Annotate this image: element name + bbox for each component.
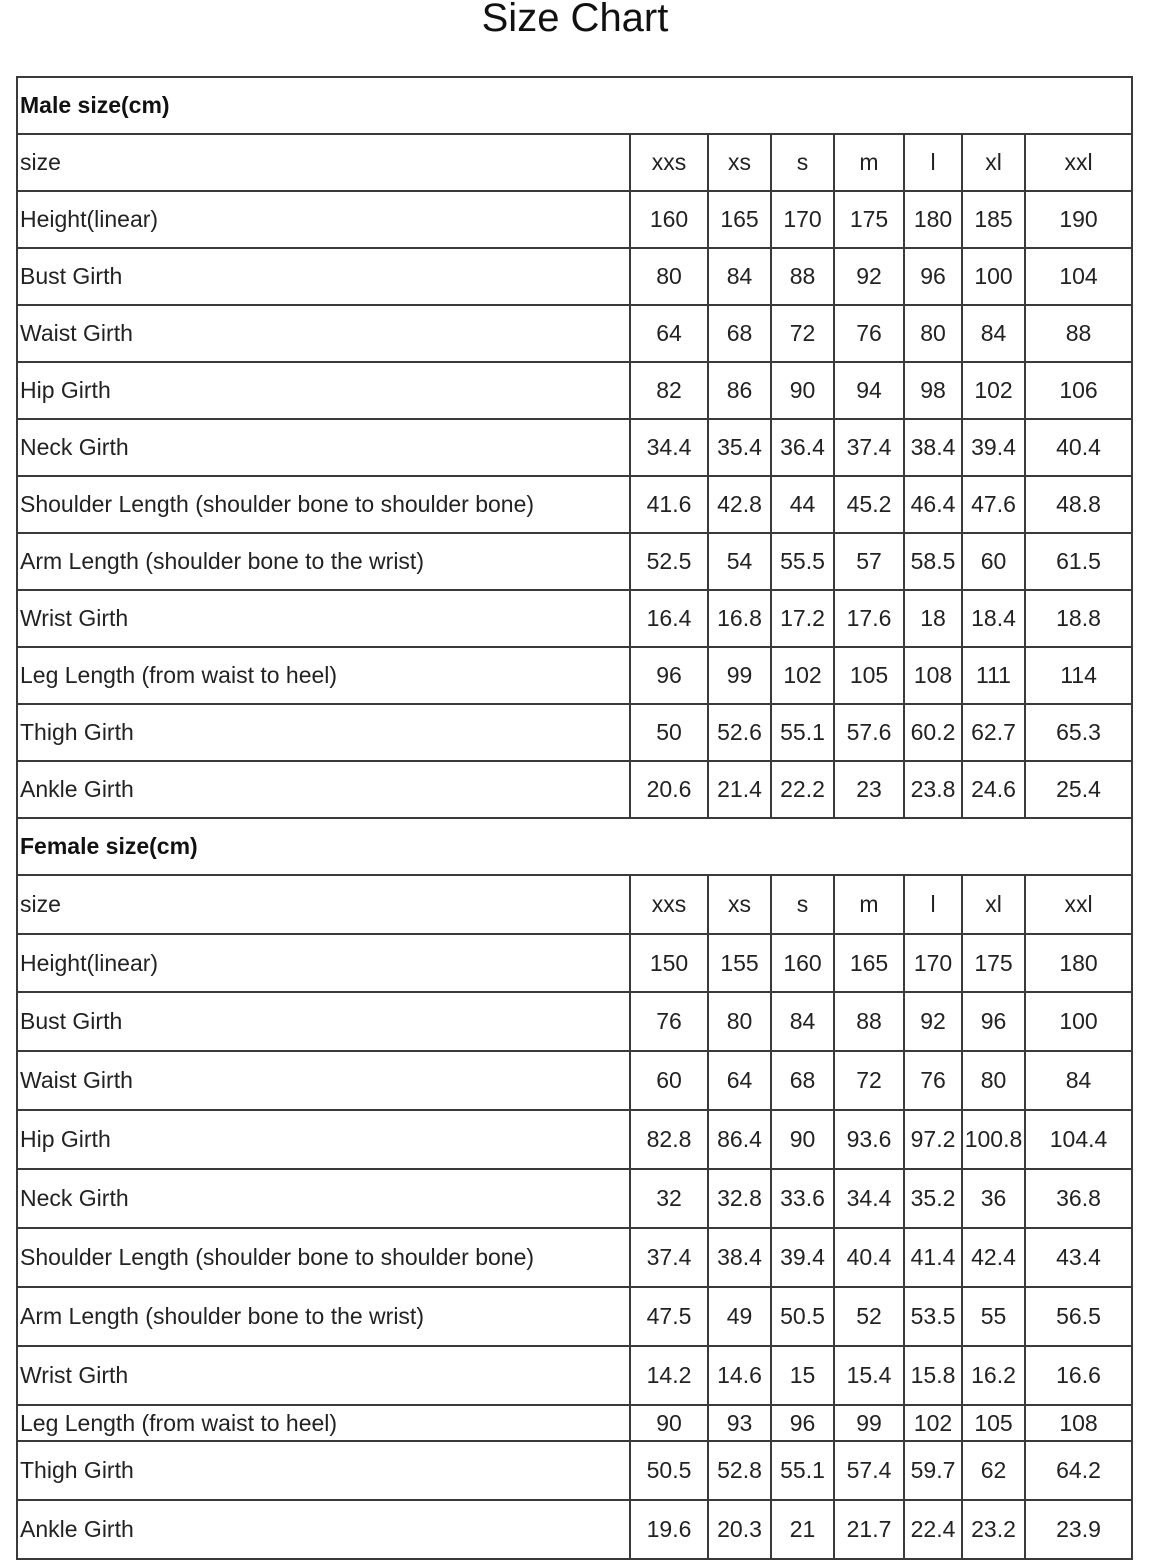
measurement-value: 62	[962, 1441, 1025, 1500]
section-title-row	[17, 818, 1132, 875]
measurement-value: 52.5	[630, 533, 708, 590]
size-header-cell: xl	[962, 134, 1025, 191]
measurement-value: 90	[630, 1405, 708, 1441]
table-row	[17, 362, 1132, 419]
size-header-cell: m	[834, 134, 904, 191]
measurement-value: 160	[771, 934, 834, 992]
measurement-label: Leg Length (from waist to heel)	[17, 1405, 630, 1441]
measurement-value: 111	[962, 647, 1025, 704]
measurement-value: 108	[904, 647, 962, 704]
table-row	[17, 1228, 1132, 1287]
measurement-value: 94	[834, 362, 904, 419]
measurement-value: 92	[834, 248, 904, 305]
measurement-value: 55.1	[771, 704, 834, 761]
measurement-value: 76	[630, 992, 708, 1051]
measurement-value: 18	[904, 590, 962, 647]
section-title: Male size(cm)	[17, 77, 1132, 134]
measurement-value: 68	[708, 305, 771, 362]
measurement-value: 82.8	[630, 1110, 708, 1169]
measurement-value: 104	[1025, 248, 1132, 305]
measurement-value: 155	[708, 934, 771, 992]
size-header-cell: xl	[962, 875, 1025, 934]
page-title: Size Chart	[481, 0, 669, 40]
measurement-value: 105	[834, 647, 904, 704]
measurement-value: 25.4	[1025, 761, 1132, 818]
measurement-value: 20.6	[630, 761, 708, 818]
measurement-value: 50.5	[771, 1287, 834, 1346]
measurement-value: 38.4	[904, 419, 962, 476]
measurement-value: 16.4	[630, 590, 708, 647]
measurement-value: 170	[904, 934, 962, 992]
measurement-value: 60.2	[904, 704, 962, 761]
measurement-value: 100.8	[962, 1110, 1025, 1169]
measurement-label: Arm Length (shoulder bone to the wrist)	[17, 1287, 630, 1346]
measurement-value: 72	[834, 1051, 904, 1110]
size-header-cell: s	[771, 875, 834, 934]
measurement-value: 90	[771, 362, 834, 419]
measurement-value: 36.4	[771, 419, 834, 476]
measurement-label: Neck Girth	[17, 419, 630, 476]
measurement-value: 39.4	[771, 1228, 834, 1287]
measurement-value: 42.8	[708, 476, 771, 533]
measurement-label: Hip Girth	[17, 362, 630, 419]
measurement-value: 64	[708, 1051, 771, 1110]
measurement-label: Thigh Girth	[17, 1441, 630, 1500]
table-row	[17, 476, 1132, 533]
measurement-value: 23.2	[962, 1500, 1025, 1559]
measurement-value: 64.2	[1025, 1441, 1132, 1500]
measurement-value: 34.4	[834, 1169, 904, 1228]
measurement-value: 35.2	[904, 1169, 962, 1228]
measurement-value: 88	[771, 248, 834, 305]
measurement-value: 165	[708, 191, 771, 248]
measurement-value: 57.6	[834, 704, 904, 761]
measurement-value: 52.8	[708, 1441, 771, 1500]
size-header-row	[17, 134, 1132, 191]
size-header-cell: xxs	[630, 875, 708, 934]
measurement-value: 65.3	[1025, 704, 1132, 761]
measurement-value: 57.4	[834, 1441, 904, 1500]
measurement-value: 60	[630, 1051, 708, 1110]
measurement-value: 15	[771, 1346, 834, 1405]
measurement-value: 33.6	[771, 1169, 834, 1228]
measurement-value: 48.8	[1025, 476, 1132, 533]
table-row	[17, 1169, 1132, 1228]
measurement-value: 46.4	[904, 476, 962, 533]
measurement-value: 43.4	[1025, 1228, 1132, 1287]
measurement-value: 106	[1025, 362, 1132, 419]
table-row	[17, 992, 1132, 1051]
size-header-cell: m	[834, 875, 904, 934]
table-row	[17, 1500, 1132, 1559]
measurement-value: 17.2	[771, 590, 834, 647]
measurement-value: 16.6	[1025, 1346, 1132, 1405]
measurement-value: 32.8	[708, 1169, 771, 1228]
size-header-cell: l	[904, 134, 962, 191]
measurement-value: 17.6	[834, 590, 904, 647]
measurement-value: 84	[708, 248, 771, 305]
measurement-value: 53.5	[904, 1287, 962, 1346]
measurement-value: 23.8	[904, 761, 962, 818]
measurement-label: Ankle Girth	[17, 1500, 630, 1559]
measurement-value: 180	[904, 191, 962, 248]
measurement-value: 114	[1025, 647, 1132, 704]
section-title-row	[17, 77, 1132, 134]
measurement-label: Height(linear)	[17, 191, 630, 248]
measurement-value: 92	[904, 992, 962, 1051]
measurement-value: 99	[708, 647, 771, 704]
measurement-value: 52.6	[708, 704, 771, 761]
size-header-label: size	[17, 875, 630, 934]
measurement-value: 32	[630, 1169, 708, 1228]
measurement-value: 80	[708, 992, 771, 1051]
measurement-value: 59.7	[904, 1441, 962, 1500]
measurement-value: 47.5	[630, 1287, 708, 1346]
measurement-value: 37.4	[630, 1228, 708, 1287]
measurement-value: 93	[708, 1405, 771, 1441]
size-header-cell: s	[771, 134, 834, 191]
measurement-label: Waist Girth	[17, 305, 630, 362]
table-row	[17, 533, 1132, 590]
measurement-value: 47.6	[962, 476, 1025, 533]
table-row	[17, 1110, 1132, 1169]
measurement-value: 80	[962, 1051, 1025, 1110]
table-row	[17, 419, 1132, 476]
measurement-label: Bust Girth	[17, 992, 630, 1051]
measurement-value: 76	[834, 305, 904, 362]
measurement-value: 36	[962, 1169, 1025, 1228]
measurement-value: 49	[708, 1287, 771, 1346]
measurement-value: 102	[962, 362, 1025, 419]
table-row	[17, 934, 1132, 992]
measurement-label: Thigh Girth	[17, 704, 630, 761]
measurement-value: 61.5	[1025, 533, 1132, 590]
measurement-label: Shoulder Length (shoulder bone to shoulder bone)	[17, 476, 630, 533]
measurement-label: Hip Girth	[17, 1110, 630, 1169]
measurement-value: 84	[1025, 1051, 1132, 1110]
measurement-value: 44	[771, 476, 834, 533]
measurement-value: 72	[771, 305, 834, 362]
measurement-label: Height(linear)	[17, 934, 630, 992]
measurement-value: 88	[834, 992, 904, 1051]
measurement-value: 82	[630, 362, 708, 419]
measurement-value: 55.5	[771, 533, 834, 590]
measurement-value: 58.5	[904, 533, 962, 590]
measurement-value: 55.1	[771, 1441, 834, 1500]
section-title: Female size(cm)	[17, 818, 1132, 875]
measurement-value: 35.4	[708, 419, 771, 476]
measurement-value: 38.4	[708, 1228, 771, 1287]
measurement-value: 170	[771, 191, 834, 248]
measurement-label: Arm Length (shoulder bone to the wrist)	[17, 533, 630, 590]
measurement-value: 108	[1025, 1405, 1132, 1441]
measurement-value: 99	[834, 1405, 904, 1441]
measurement-value: 100	[962, 248, 1025, 305]
measurement-value: 96	[962, 992, 1025, 1051]
measurement-label: Shoulder Length (shoulder bone to shoulder bone)	[17, 1228, 630, 1287]
size-header-row	[17, 875, 1132, 934]
measurement-value: 150	[630, 934, 708, 992]
measurement-value: 160	[630, 191, 708, 248]
measurement-value: 23.9	[1025, 1500, 1132, 1559]
measurement-value: 21	[771, 1500, 834, 1559]
measurement-value: 14.2	[630, 1346, 708, 1405]
measurement-value: 22.2	[771, 761, 834, 818]
size-header-cell: xs	[708, 134, 771, 191]
measurement-value: 39.4	[962, 419, 1025, 476]
measurement-value: 21.7	[834, 1500, 904, 1559]
measurement-value: 165	[834, 934, 904, 992]
table-row	[17, 761, 1132, 818]
measurement-value: 36.8	[1025, 1169, 1132, 1228]
measurement-value: 14.6	[708, 1346, 771, 1405]
measurement-value: 18.8	[1025, 590, 1132, 647]
measurement-value: 20.3	[708, 1500, 771, 1559]
measurement-value: 62.7	[962, 704, 1025, 761]
measurement-value: 50	[630, 704, 708, 761]
measurement-value: 80	[904, 305, 962, 362]
table-row	[17, 590, 1132, 647]
table-row	[17, 248, 1132, 305]
size-header-cell: xs	[708, 875, 771, 934]
table-row	[17, 647, 1132, 704]
table-row	[17, 1405, 1132, 1441]
measurement-label: Waist Girth	[17, 1051, 630, 1110]
measurement-value: 96	[904, 248, 962, 305]
measurement-value: 96	[630, 647, 708, 704]
measurement-value: 86.4	[708, 1110, 771, 1169]
measurement-label: Leg Length (from waist to heel)	[17, 647, 630, 704]
measurement-value: 80	[630, 248, 708, 305]
measurement-value: 41.6	[630, 476, 708, 533]
measurement-label: Wrist Girth	[17, 1346, 630, 1405]
measurement-value: 175	[962, 934, 1025, 992]
measurement-value: 190	[1025, 191, 1132, 248]
measurement-value: 50.5	[630, 1441, 708, 1500]
measurement-value: 86	[708, 362, 771, 419]
measurement-value: 180	[1025, 934, 1132, 992]
measurement-value: 34.4	[630, 419, 708, 476]
measurement-value: 90	[771, 1110, 834, 1169]
size-header-cell: xxl	[1025, 134, 1132, 191]
measurement-label: Wrist Girth	[17, 590, 630, 647]
table-row	[17, 191, 1132, 248]
measurement-value: 18.4	[962, 590, 1025, 647]
measurement-value: 104.4	[1025, 1110, 1132, 1169]
size-chart-table	[16, 76, 1133, 1560]
measurement-value: 23	[834, 761, 904, 818]
measurement-value: 41.4	[904, 1228, 962, 1287]
measurement-label: Ankle Girth	[17, 761, 630, 818]
table-row	[17, 1346, 1132, 1405]
measurement-value: 19.6	[630, 1500, 708, 1559]
size-header-label: size	[17, 134, 630, 191]
measurement-value: 175	[834, 191, 904, 248]
measurement-value: 68	[771, 1051, 834, 1110]
measurement-value: 102	[771, 647, 834, 704]
measurement-value: 15.8	[904, 1346, 962, 1405]
size-header-cell: xxs	[630, 134, 708, 191]
measurement-value: 37.4	[834, 419, 904, 476]
measurement-value: 102	[904, 1405, 962, 1441]
measurement-value: 16.2	[962, 1346, 1025, 1405]
measurement-value: 57	[834, 533, 904, 590]
measurement-value: 64	[630, 305, 708, 362]
size-header-cell: l	[904, 875, 962, 934]
measurement-value: 24.6	[962, 761, 1025, 818]
measurement-value: 55	[962, 1287, 1025, 1346]
measurement-value: 97.2	[904, 1110, 962, 1169]
measurement-value: 84	[771, 992, 834, 1051]
measurement-value: 54	[708, 533, 771, 590]
measurement-value: 105	[962, 1405, 1025, 1441]
measurement-value: 88	[1025, 305, 1132, 362]
measurement-value: 60	[962, 533, 1025, 590]
measurement-value: 52	[834, 1287, 904, 1346]
measurement-value: 16.8	[708, 590, 771, 647]
measurement-value: 98	[904, 362, 962, 419]
size-header-cell: xxl	[1025, 875, 1132, 934]
table-row	[17, 704, 1132, 761]
measurement-label: Bust Girth	[17, 248, 630, 305]
measurement-value: 93.6	[834, 1110, 904, 1169]
measurement-label: Neck Girth	[17, 1169, 630, 1228]
measurement-value: 100	[1025, 992, 1132, 1051]
measurement-value: 15.4	[834, 1346, 904, 1405]
measurement-value: 40.4	[1025, 419, 1132, 476]
measurement-value: 96	[771, 1405, 834, 1441]
table-row	[17, 1287, 1132, 1346]
table-row	[17, 305, 1132, 362]
measurement-value: 84	[962, 305, 1025, 362]
table-row	[17, 1051, 1132, 1110]
measurement-value: 21.4	[708, 761, 771, 818]
measurement-value: 185	[962, 191, 1025, 248]
measurement-value: 76	[904, 1051, 962, 1110]
measurement-value: 45.2	[834, 476, 904, 533]
measurement-value: 56.5	[1025, 1287, 1132, 1346]
measurement-value: 40.4	[834, 1228, 904, 1287]
measurement-value: 42.4	[962, 1228, 1025, 1287]
table-row	[17, 1441, 1132, 1500]
measurement-value: 22.4	[904, 1500, 962, 1559]
